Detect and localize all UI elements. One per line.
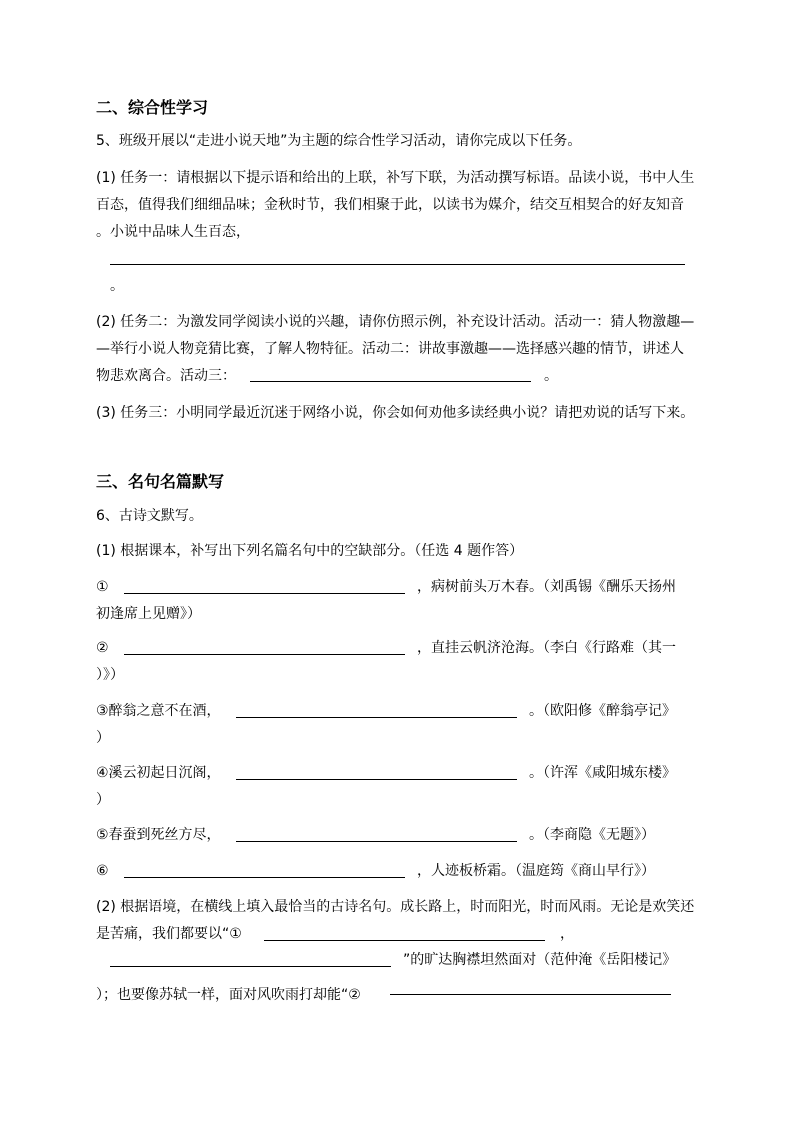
part2-line2-before: 是苦痛，我们都要以“① bbox=[96, 926, 242, 942]
item2-continuation: ）》） bbox=[96, 667, 124, 683]
item6-number: ⑥ bbox=[96, 863, 109, 879]
section-heading-recitation: 三、名句名篇默写 bbox=[96, 472, 225, 491]
task2-line1: (2) 任务二：为激发同学阅读小说的兴趣，请你仿照示例，补充设计活动。活动一：猜人物激趣— bbox=[96, 314, 695, 330]
part2-line3-after: ”的旷达胸襟坦然面对（范仲淹《岳阳楼记》 bbox=[403, 952, 677, 968]
item1-number: ① bbox=[96, 579, 109, 595]
item5-answer-blank[interactable] bbox=[236, 841, 517, 842]
item4-continuation: ） bbox=[96, 792, 110, 808]
item2-answer-blank[interactable] bbox=[124, 654, 405, 655]
part2-line1: (2) 根据语境，在横线上填入最恰当的古诗名句。成长路上，时而阳光，时而风雨。无论是欢笑还 bbox=[96, 899, 695, 915]
section-heading-comprehensive: 二、综合性学习 bbox=[96, 98, 209, 117]
task1-end-period: 。 bbox=[110, 278, 124, 294]
part1-instructions: (1) 根据课本，补写出下列名篇名句中的空缺部分。（任选 4 题作答） bbox=[96, 543, 524, 559]
part2-line4-before: ）；也要像苏轼一样，面对风吹雨打却能“② bbox=[96, 987, 361, 1003]
question-5-stem: 5、班级开展以“走进小说天地”为主题的综合性学习活动，请你完成以下任务。 bbox=[96, 133, 582, 149]
task2-answer-blank[interactable] bbox=[250, 381, 531, 382]
item4-text-after: 。（许浑《咸阳城东楼》 bbox=[529, 765, 676, 781]
item1-answer-blank[interactable] bbox=[124, 593, 405, 594]
item5-text-before: ⑤春蚕到死丝方尽， bbox=[96, 827, 221, 843]
item5-text-after: 。（李商隐《无题》） bbox=[529, 827, 655, 843]
item2-number: ② bbox=[96, 640, 109, 656]
item4-answer-blank[interactable] bbox=[236, 779, 517, 780]
task1-line1: (1) 任务一：请根据以下提示语和给出的上联，补写下联，为活动撰写标语。品读小说，书中人生 bbox=[96, 170, 695, 186]
part2-line2-comma: ， bbox=[560, 926, 574, 942]
task1-answer-blank[interactable] bbox=[110, 264, 685, 265]
task2-end-period: 。 bbox=[544, 368, 558, 384]
question-6-stem: 6、古诗文默写。 bbox=[96, 508, 203, 524]
item3-text-before: ③醉翁之意不在酒， bbox=[96, 703, 221, 719]
item1-continuation: 初逢席上见赠》） bbox=[96, 606, 201, 622]
item4-text-before: ④溪云初起日沉阁， bbox=[96, 765, 221, 781]
task3-line1: (3) 任务三：小明同学最近沉迷于网络小说，你会如何劝他多读经典小说？请把劝说的话写下来。 bbox=[96, 405, 695, 421]
task2-line3: 物悲欢离合。活动三： bbox=[96, 368, 236, 384]
item3-text-after: 。（欧阳修《醉翁亭记》 bbox=[529, 703, 676, 719]
part2-blank-1b[interactable] bbox=[110, 966, 391, 967]
task1-line2: 百态，值得我们细细品味；金秋时节，我们相聚于此，以读书为媒介，结交互相契合的好友知音 bbox=[96, 197, 684, 213]
task1-line3: 。小说中品味人生百态， bbox=[96, 224, 250, 240]
item2-text: ，直挂云帆济沧海。（李白《行路难（其一 bbox=[417, 640, 676, 656]
part2-blank-1a[interactable] bbox=[264, 940, 545, 941]
item1-text: ，病树前头万木春。（刘禹锡《酬乐天扬州 bbox=[417, 579, 676, 595]
item6-answer-blank[interactable] bbox=[124, 877, 405, 878]
task2-line2: —举行小说人物竞猜比赛，了解人物特征。活动二：讲故事激趣——选择感兴趣的情节，讲述人 bbox=[96, 341, 684, 357]
item6-text: ，人迹板桥霜。（温庭筠《商山早行》） bbox=[417, 863, 655, 879]
part2-blank-2[interactable] bbox=[390, 994, 671, 995]
item3-continuation: ） bbox=[96, 730, 110, 746]
item3-answer-blank[interactable] bbox=[236, 717, 517, 718]
